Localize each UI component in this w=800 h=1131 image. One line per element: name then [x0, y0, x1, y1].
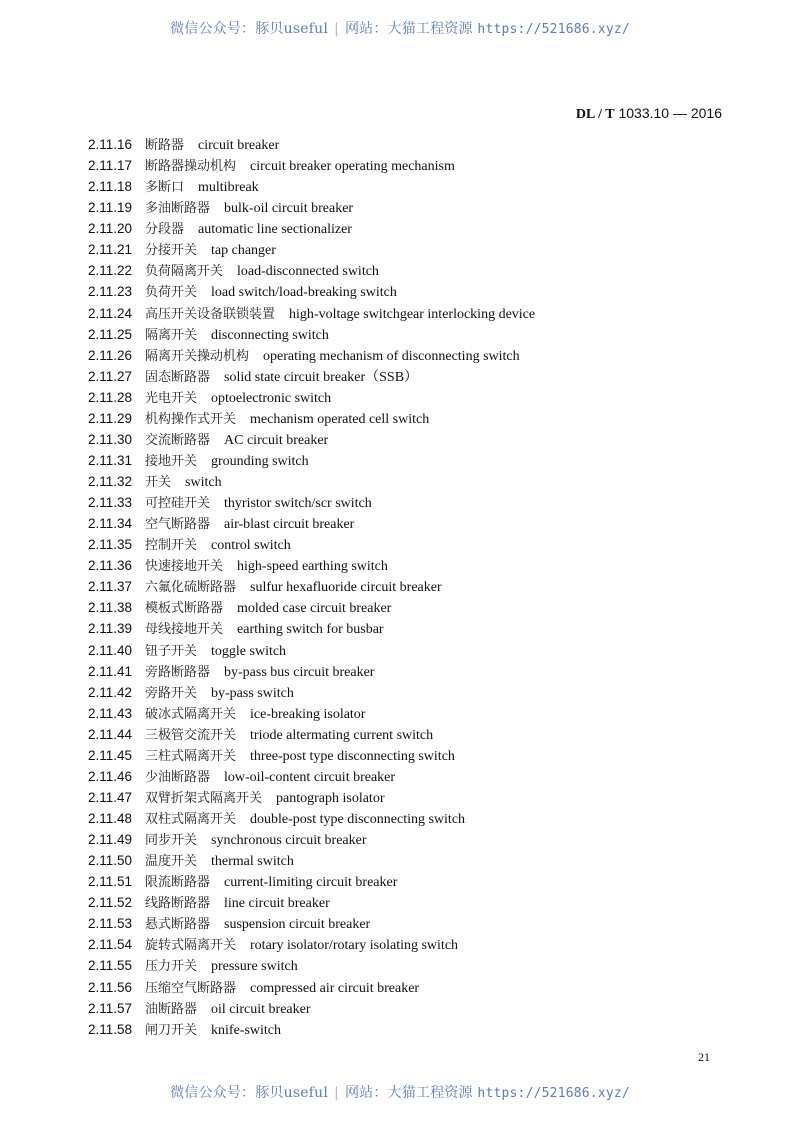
- term-chinese: 固态断路器: [145, 369, 211, 385]
- term-chinese: 双臂折架式隔离开关: [145, 790, 263, 806]
- term-list: [88, 134, 535, 1040]
- term-number: 2.11.36: [88, 558, 133, 574]
- term-entry: [88, 281, 535, 302]
- term-english: tap changer: [211, 243, 276, 259]
- term-chinese: 快速接地开关: [145, 559, 224, 575]
- watermark-url: https://521686.xyz/: [477, 22, 630, 37]
- term-number: 2.11.37: [88, 579, 133, 595]
- term-entry: [88, 534, 535, 555]
- term-chinese: 交流断路器: [145, 432, 211, 448]
- term-chinese: 闸刀开关: [145, 1022, 198, 1038]
- term-number: 2.11.47: [88, 789, 133, 805]
- term-entry: [88, 955, 535, 976]
- term-chinese: 负荷隔离开关: [145, 264, 224, 280]
- term-entry: [88, 471, 535, 492]
- term-english: toggle switch: [211, 643, 287, 659]
- term-number: 2.11.39: [88, 621, 133, 637]
- term-english: oil circuit breaker: [211, 1001, 311, 1017]
- term-english: AC circuit breaker: [224, 432, 329, 448]
- term-english: line circuit breaker: [224, 896, 330, 912]
- term-chinese: 旁路开关: [145, 685, 198, 701]
- term-chinese: 高压开关设备联锁装置: [145, 306, 276, 322]
- term-entry: [88, 998, 535, 1019]
- term-chinese: 悬式断路器: [145, 917, 211, 933]
- term-english: molded case circuit breaker: [237, 601, 392, 617]
- term-number: 2.11.16: [88, 137, 133, 152]
- term-english: automatic line sectionalizer: [198, 222, 352, 238]
- term-entry: [88, 218, 535, 239]
- term-english: switch: [185, 475, 222, 490]
- watermark-site: 网站：大猫工程资源: [344, 21, 473, 37]
- term-english: circuit breaker: [198, 138, 280, 153]
- term-number: 2.11.43: [88, 705, 133, 721]
- term-number: 2.11.40: [88, 642, 133, 658]
- standard-code-header: [576, 105, 722, 123]
- term-entry: [88, 450, 535, 471]
- term-english: synchronous circuit breaker: [211, 833, 367, 849]
- term-number: 2.11.57: [88, 1000, 133, 1016]
- term-entry: [88, 513, 535, 534]
- watermark-site: 网站：大猫工程资源: [344, 1085, 473, 1101]
- standard-prefix: DL / T: [575, 107, 615, 122]
- watermark-prefix: 微信公众号：豚贝useful: [170, 1085, 329, 1101]
- term-entry: [88, 555, 535, 576]
- term-english: load switch/load-breaking switch: [211, 285, 397, 301]
- term-english: grounding switch: [211, 453, 309, 469]
- watermark-prefix: 微信公众号：豚贝useful: [170, 21, 329, 37]
- term-entry: [88, 408, 535, 429]
- term-chinese: 六氟化硫断路器: [145, 580, 237, 596]
- term-entry: [88, 829, 535, 850]
- term-chinese: 分段器: [145, 222, 185, 238]
- term-english: sulfur hexafluoride circuit breaker: [250, 580, 442, 596]
- term-chinese: 旁路断路器: [145, 664, 211, 680]
- term-chinese: 三柱式隔离开关: [145, 748, 237, 764]
- term-number: 2.11.51: [88, 874, 133, 890]
- term-entry: [88, 387, 535, 408]
- term-chinese: 空气断路器: [145, 517, 211, 533]
- term-english: knife-switch: [211, 1022, 281, 1038]
- term-english: three-post type disconnecting switch: [250, 748, 455, 764]
- term-number: 2.11.26: [88, 347, 133, 363]
- term-english: mechanism operated cell switch: [250, 411, 430, 427]
- term-english: triode altermating current switch: [250, 727, 434, 743]
- term-chinese: 分接开关: [145, 243, 198, 259]
- term-number: 2.11.45: [88, 747, 133, 763]
- term-number: 2.11.38: [88, 600, 133, 616]
- watermark-bottom: [0, 1082, 800, 1102]
- term-entry: [88, 892, 535, 913]
- term-entry: [88, 934, 535, 955]
- term-entry: [88, 429, 535, 450]
- term-number: 2.11.21: [88, 242, 133, 258]
- term-number: 2.11.18: [88, 179, 133, 195]
- term-number: 2.11.27: [88, 368, 133, 384]
- term-number: 2.11.19: [88, 200, 133, 216]
- term-number: 2.11.29: [88, 410, 133, 426]
- term-number: 2.11.46: [88, 768, 133, 784]
- term-number: 2.11.32: [88, 474, 133, 489]
- term-english: load-disconnected switch: [237, 264, 379, 280]
- term-entry: [88, 303, 535, 324]
- term-chinese: 线路断路器: [145, 896, 211, 912]
- term-chinese: 可控硅开关: [145, 496, 211, 512]
- term-english: double-post type disconnecting switch: [250, 812, 466, 827]
- term-number: 2.11.28: [88, 389, 133, 405]
- term-chinese: 同步开关: [145, 833, 198, 849]
- term-entry: [88, 766, 535, 787]
- term-english: optoelectronic switch: [211, 390, 332, 406]
- term-chinese: 模板式断路器: [145, 601, 224, 617]
- term-entry: [88, 345, 535, 366]
- term-english: pantograph isolator: [276, 790, 385, 806]
- term-english: by-pass bus circuit breaker: [224, 664, 375, 680]
- term-number: 2.11.24: [88, 305, 133, 321]
- term-number: 2.11.30: [88, 431, 133, 447]
- term-english: high-voltage switchgear interlocking device: [289, 306, 536, 322]
- term-chinese: 多断口: [145, 180, 185, 196]
- term-entry: [88, 597, 535, 618]
- term-chinese: 双柱式隔离开关: [145, 812, 237, 827]
- term-number: 2.11.25: [88, 326, 133, 342]
- term-number: 2.11.48: [88, 811, 133, 826]
- term-english: high-speed earthing switch: [237, 559, 388, 575]
- term-english: by-pass switch: [211, 685, 294, 701]
- term-chinese: 接地开关: [145, 453, 198, 469]
- term-number: 2.11.22: [88, 263, 133, 279]
- term-english: ice-breaking isolator: [250, 706, 366, 722]
- term-english: operating mechanism of disconnecting switch: [263, 348, 520, 364]
- term-english: control switch: [211, 538, 291, 554]
- term-entry: [88, 324, 535, 345]
- term-entry: [88, 1019, 535, 1040]
- term-chinese: 温度开关: [145, 854, 198, 870]
- term-chinese: 三极管交流开关: [145, 727, 237, 743]
- term-number: 2.11.53: [88, 916, 133, 932]
- term-chinese: 开关: [145, 475, 172, 490]
- term-chinese: 限流断路器: [145, 875, 211, 891]
- term-entry: [88, 239, 535, 260]
- term-entry: [88, 850, 535, 871]
- term-entry: [88, 366, 535, 387]
- term-english: pressure switch: [211, 959, 298, 975]
- term-entry: [88, 155, 535, 176]
- term-entry: [88, 871, 535, 892]
- term-chinese: 压力开关: [145, 959, 198, 975]
- term-english: disconnecting switch: [211, 327, 329, 343]
- standard-number: 1033.10 — 2016: [618, 105, 722, 121]
- term-english: air-blast circuit breaker: [224, 517, 355, 533]
- term-number: 2.11.35: [88, 537, 133, 553]
- term-entry: [88, 134, 535, 155]
- term-english: compressed air circuit breaker: [250, 980, 420, 996]
- term-entry: [88, 703, 535, 724]
- term-number: 2.11.58: [88, 1021, 133, 1037]
- term-chinese: 负荷开关: [145, 285, 198, 301]
- term-chinese: 断路器: [145, 138, 185, 153]
- term-english: multibreak: [198, 180, 259, 196]
- term-chinese: 油断路器: [145, 1001, 198, 1017]
- term-english: suspension circuit breaker: [224, 917, 371, 933]
- term-number: 2.11.42: [88, 684, 133, 700]
- term-entry: [88, 197, 535, 218]
- term-number: 2.11.20: [88, 221, 133, 237]
- term-entry: [88, 808, 535, 829]
- term-chinese: 隔离开关: [145, 327, 198, 343]
- term-number: 2.11.52: [88, 895, 133, 911]
- term-entry: [88, 640, 535, 661]
- term-number: 2.11.17: [88, 158, 133, 174]
- term-chinese: 少油断路器: [145, 769, 211, 785]
- term-chinese: 破冰式隔离开关: [145, 706, 237, 722]
- term-number: 2.11.44: [88, 726, 133, 742]
- term-english: thermal switch: [211, 854, 294, 870]
- term-chinese: 断路器操动机构: [145, 159, 237, 175]
- term-chinese: 母线接地开关: [145, 622, 224, 638]
- term-chinese: 压缩空气断路器: [145, 980, 237, 996]
- term-entry: [88, 618, 535, 639]
- term-entry: [88, 787, 535, 808]
- term-entry: [88, 260, 535, 281]
- term-english: low-oil-content circuit breaker: [224, 769, 396, 785]
- watermark-separator: |: [334, 1085, 339, 1101]
- term-chinese: 多油断路器: [145, 201, 211, 217]
- term-entry: [88, 576, 535, 597]
- term-number: 2.11.41: [88, 663, 133, 679]
- watermark-url: https://521686.xyz/: [477, 1086, 630, 1101]
- term-number: 2.11.33: [88, 495, 133, 511]
- term-number: 2.11.55: [88, 958, 133, 974]
- term-chinese: 旋转式隔离开关: [145, 938, 237, 954]
- term-chinese: 钮子开关: [145, 643, 198, 659]
- term-english: rotary isolator/rotary isolating switch: [250, 938, 459, 954]
- watermark-separator: |: [334, 21, 339, 37]
- page-number: 21: [698, 1050, 710, 1064]
- term-entry: [88, 977, 535, 998]
- term-chinese: 机构操作式开关: [145, 411, 237, 427]
- term-entry: [88, 176, 535, 197]
- term-entry: [88, 724, 535, 745]
- term-number: 2.11.23: [88, 284, 133, 300]
- term-number: 2.11.34: [88, 516, 133, 532]
- term-entry: [88, 492, 535, 513]
- term-entry: [88, 661, 535, 682]
- term-english: earthing switch for busbar: [237, 622, 384, 638]
- term-english: solid state circuit breaker（SSB）: [224, 369, 419, 385]
- term-number: 2.11.56: [88, 979, 133, 995]
- term-number: 2.11.49: [88, 832, 133, 848]
- term-english: circuit breaker operating mechanism: [250, 159, 455, 175]
- term-chinese: 控制开关: [145, 538, 198, 554]
- term-english: bulk-oil circuit breaker: [224, 201, 354, 217]
- term-number: 2.11.54: [88, 937, 133, 953]
- term-entry: [88, 745, 535, 766]
- term-entry: [88, 682, 535, 703]
- term-number: 2.11.50: [88, 853, 133, 869]
- term-english: current-limiting circuit breaker: [224, 875, 398, 891]
- term-chinese: 光电开关: [145, 390, 198, 406]
- term-number: 2.11.31: [88, 452, 133, 468]
- term-chinese: 隔离开关操动机构: [145, 348, 250, 364]
- term-entry: [88, 913, 535, 934]
- watermark-top: [0, 18, 800, 38]
- term-english: thyristor switch/scr switch: [224, 496, 372, 512]
